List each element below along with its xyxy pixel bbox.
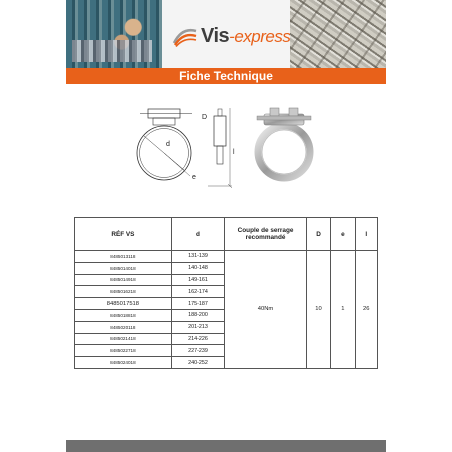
brand-name-suffix: -express (229, 26, 291, 46)
screws-photo (290, 0, 386, 68)
ref-cell: 8485014018 (75, 262, 172, 274)
footer-bar (66, 440, 386, 452)
brand-name-main: Vis (201, 24, 230, 47)
label-e: e (192, 174, 196, 181)
d-cell: 188-200 (171, 309, 225, 321)
workshop-photo (66, 0, 162, 68)
ref-cell: 8485024018 (75, 357, 172, 369)
header-couple: Couple de serrage recommandé (225, 218, 307, 251)
header-d: d (171, 218, 225, 251)
label-l: l (233, 149, 235, 156)
e-cell: 1 (331, 251, 355, 369)
header-banner (66, 0, 386, 68)
ref-cell: 8485022718 (75, 345, 172, 357)
d-cell: 149-161 (171, 274, 225, 286)
label-D: D (202, 114, 208, 121)
header-e: e (331, 218, 355, 251)
header-l: l (355, 218, 378, 251)
d-cell: 131-139 (171, 251, 225, 263)
header-D: D (306, 218, 330, 251)
clamp-photo (252, 104, 316, 186)
spec-table (74, 217, 378, 369)
page-title: Fiche Technique (66, 68, 386, 84)
l-cell: 26 (355, 251, 378, 369)
ref-cell: 8485018818 (75, 309, 172, 321)
d-cell: 214-226 (171, 333, 225, 345)
clamp-technical-drawing (126, 106, 244, 192)
d-cell: 201-213 (171, 321, 225, 333)
label-d: d (166, 141, 170, 148)
brand-logo (172, 22, 290, 50)
couple-cell: 40Nm (225, 251, 307, 369)
d-cell: 227-239 (171, 345, 225, 357)
table-header-row (75, 218, 378, 251)
brand-name (201, 25, 290, 48)
table-row (75, 251, 378, 263)
ref-cell: 8485014918 (75, 274, 172, 286)
ref-cell: 8485016218 (75, 286, 172, 298)
ref-cell: 8485020118 (75, 321, 172, 333)
ref-cell: 8485017518 (75, 298, 172, 310)
header-ref: RÉF VS (75, 218, 172, 251)
logo-swoosh-icon (172, 25, 198, 47)
d-cell: 140-148 (171, 262, 225, 274)
ref-cell: 8485013118 (75, 251, 172, 263)
ref-cell: 8485021418 (75, 333, 172, 345)
d-cell: 240-252 (171, 357, 225, 369)
d-cell: 162-174 (171, 286, 225, 298)
d-cell: 175-187 (171, 298, 225, 310)
D-cell: 10 (306, 251, 330, 369)
